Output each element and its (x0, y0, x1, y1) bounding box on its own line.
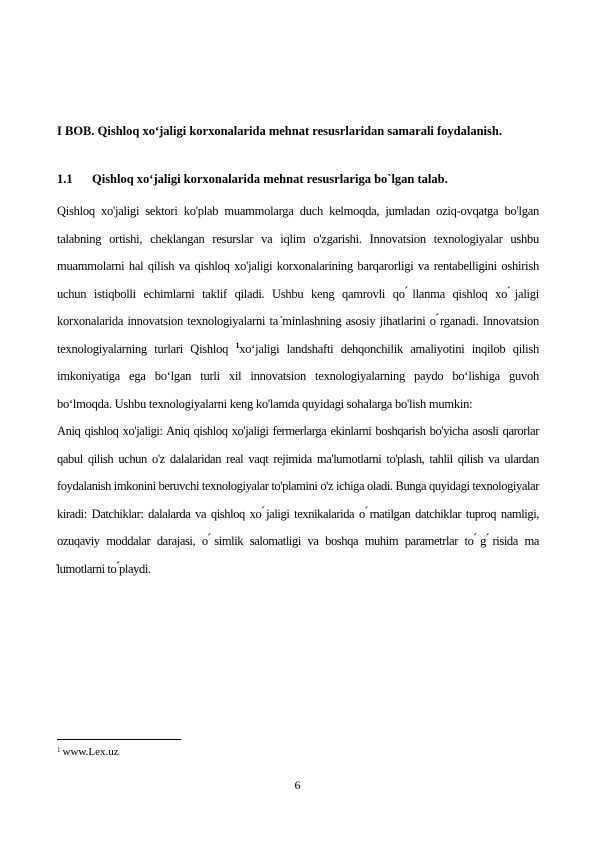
footnote-reference[interactable]: 1 (235, 340, 240, 350)
footnote-link[interactable]: www.Lex.uz (62, 746, 119, 758)
paragraph-intro (57, 198, 539, 418)
paragraph-precision-agriculture: Aniq qishloq xo'jaligi: Aniq qishloq xo'jaligi fermerlarga ekinlarni boshqarish bo'yicha asosli qarorlar qabul qilish uchun o'z dalalaridan real vaqt rejimida ma'lumotlarni to'plash, tahlil qilish va ulardan foydalanish imkonini beruvchi texnologiyalar to'plamini o'z ichiga oladi. Bunga quyidagi texnologiyalar kiradi: Datchiklar: dalalarda va qishloq xo ́jaligi texnikalarida o ́rnatilgan datchiklar tuproq namligi, ozuqaviy moddalar darajasi, o ́simlik salomatligi va boshqa muhim parametrlar to ́g ́risida ma ̓lumotlarni to ́playdi. (57, 424, 539, 576)
body-text (57, 198, 539, 583)
section-title: Qishloq xo‘jaligi korxonalarida mehnat resusrlariga bo`lgan talab. (92, 172, 448, 186)
footnote (57, 745, 119, 759)
footnote-marker: 1 (57, 746, 61, 754)
chapter-title: I BOB. Qishloq xo‘jaligi korxonalarida mehnat resusrlaridan samarali foydalanish. (57, 124, 502, 138)
paragraph-intro-part-2: xo‘jaligi landshafti dehqonchilik amaliyotini inqilob qilish imkoniyatiga ega bo‘lgan turli xil innovatsion texnologiyalarning paydo bo‘lishiga guvoh bo‘lmoqda. Ushbu texnologiyalarni keng ko'lamda quyidagi sohalarga bo'lish mumkin: (57, 341, 539, 411)
page-number: 6 (294, 778, 301, 792)
section-number: 1.1 (57, 172, 73, 186)
paragraph-intro-part-1: Qishloq xo'jaligi sektori ko'plab muammolarga duch kelmoqda, jumladan oziq-ovqatga bo'lgan talabning ortishi, cheklangan resurslar va iqlim o'zgarishi. Innovatsion texnologiyalar ushbu muammolarni hal qilish va qishloq xo'jaligi korxonalarining barqarorligi va rentabelligini oshirish uchun istiqbolli echimlarni taklif qiladi. Ushbu keng qamrovli qo ́llanma qishloq xo ́jaligi korxonalarida innovatsion texnologiyalarni ta ̓minlashning asosiy jihatlarini o ́rganadi. Innovatsion texnologiyalarning turlari Qishloq (57, 204, 539, 356)
footnote-divider (57, 739, 181, 740)
section-heading (57, 171, 547, 188)
